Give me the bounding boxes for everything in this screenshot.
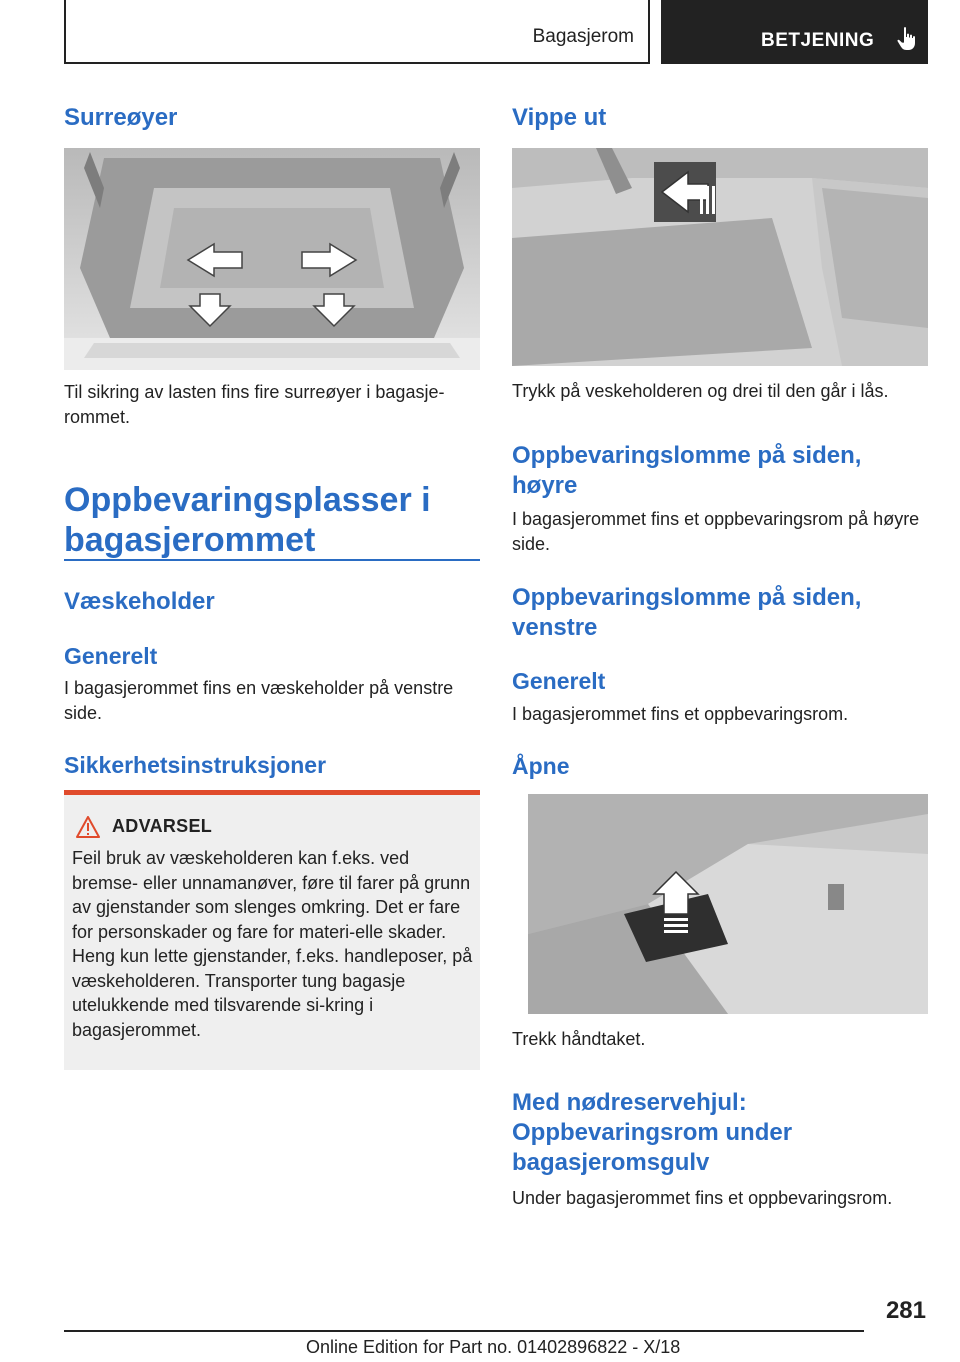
trunk-floor-illustration [64, 148, 480, 370]
paragraph-nodreservehjul: Under bagasjerommet fins et oppbevaringsrom. [512, 1188, 893, 1208]
hand-pointer-icon [895, 26, 919, 52]
page-number: 281 [885, 1297, 926, 1324]
footer-rule [64, 1330, 864, 1332]
heading-surreoyer: Surreøyer [64, 104, 178, 131]
image-side-pocket [528, 794, 928, 1014]
section-rule [64, 559, 480, 561]
paragraph-generelt-right: I bagasjerommet fins et oppbevaringsrom. [512, 704, 849, 724]
side-pocket-illustration [528, 794, 928, 1014]
header-chapter-label: BETJENING [761, 30, 875, 51]
warning-triangle-icon [76, 816, 100, 838]
paragraph-generelt-left: I bagasjerommet fins en væskeholder på venstre side. [64, 678, 454, 723]
header-section-box [64, 0, 650, 64]
image-bag-holder [512, 148, 928, 366]
page-header [64, 0, 928, 64]
header-chapter-box [661, 0, 928, 64]
image-lashing-eyes [64, 148, 480, 370]
heading-generelt-right: Generelt [512, 668, 606, 694]
paragraph-surreoyer: Til sikring av lasten fins fire surreøyer i bagasje-rommet. [64, 382, 445, 427]
footer-text: Online Edition for Part no. 01402896822 - X/18 [306, 1337, 681, 1357]
warning-topbar [64, 790, 480, 795]
header-section-label: Bagasjerom [532, 26, 634, 47]
bag-holder-illustration [512, 148, 928, 366]
heading-vippe-ut: Vippe ut [512, 104, 607, 131]
heading-generelt-left: Generelt [64, 643, 158, 669]
warning-box [64, 790, 480, 1070]
heading-vaeskeholder: Væskeholder [64, 588, 215, 615]
heading-oppbevaringslomme-hoyre: Oppbevaringslomme på siden, høyre [512, 442, 862, 499]
warning-body: Feil bruk av væskeholderen kan f.eks. ved bremse- eller unnamanøver, føre til farer på grunn av gjenstander som slenges omkring. Det er fare for personskader og fare for materi-elle skader. Heng kun lette gjenstander, f.eks. handleposer, på væskeholderen. Transporter tung bagasje utelukkende med tilsvarende si-kring i bagasjerommet. [72, 848, 473, 1040]
paragraph-apne: Trekk håndtaket. [512, 1029, 646, 1049]
heading-nodreservehjul: Med nødreservehjul: Oppbevaringsrom under bagasjeromsgulv [512, 1089, 793, 1176]
paragraph-vippe-ut: Trykk på veskeholderen og drei til den går i lås. [512, 381, 889, 401]
heading-sikkerhet: Sikkerhetsinstruksjoner [64, 752, 327, 778]
paragraph-hoyre: I bagasjerommet fins et oppbevaringsrom på høyre side. [512, 509, 920, 554]
heading-oppbevaringslomme-venstre: Oppbevaringslomme på siden, venstre [512, 584, 862, 641]
heading-oppbevaringsplasser: Oppbevaringsplasser i bagasjerommet [64, 481, 431, 559]
heading-apne: Åpne [512, 753, 570, 779]
warning-title: ADVARSEL [112, 816, 213, 836]
